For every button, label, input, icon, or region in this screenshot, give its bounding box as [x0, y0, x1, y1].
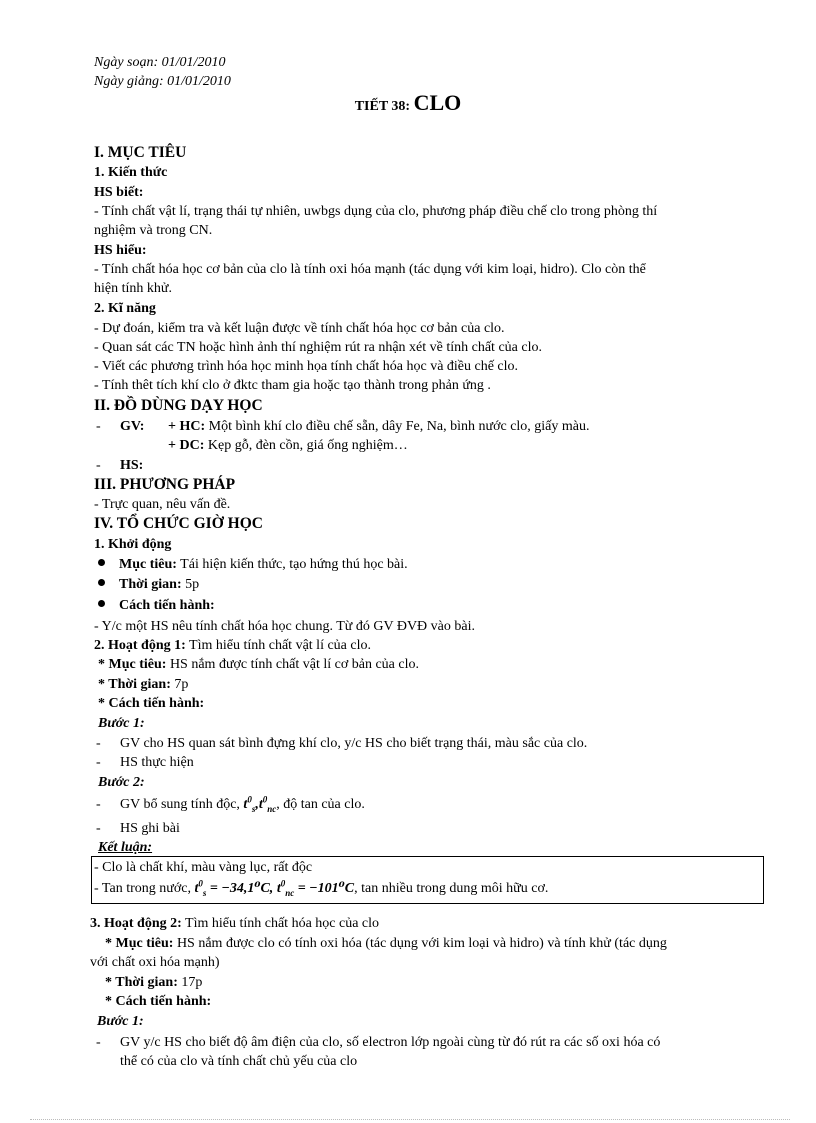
ki-nang-line-1: - Dự đoán, kiểm tra và kết luận được về tính chất hóa học cơ bản của clo.: [94, 321, 505, 336]
kd-tg-label: Thời gian:: [119, 577, 182, 592]
ki-nang-heading: 2. Kĩ năng: [94, 301, 156, 316]
kd-mt-text: Tái hiện kiến thức, tạo hứng thú học bài.: [176, 557, 408, 572]
boiling-melting-formula: $t^0_s,t^0_{nc}$: [243, 794, 277, 814]
hd1-b1-line-1: GV cho HS quan sát bình đựng khí clo, y/c HS cho biết trạng thái, màu sắc của clo.: [120, 736, 588, 751]
hd2-muc-tieu-line-2: với chất oxi hóa mạnh): [90, 955, 220, 970]
gv-dash: -: [96, 419, 101, 434]
kd-tg-text: 5p: [181, 577, 200, 592]
hd1-b2-line-2: HS ghi bài: [120, 821, 180, 836]
hs-dash: -: [96, 458, 101, 473]
hd2-mt-label: * Mục tiêu:: [105, 936, 174, 951]
ngay-giang: Ngày giảng: 01/01/2010: [94, 74, 231, 89]
hd1-thoi-gian: [98, 676, 188, 694]
hc-label: + HC:: [168, 419, 206, 434]
hs-hieu-label: HS hiểu:: [94, 243, 147, 258]
hd1-tg-label: * Thời gian:: [98, 677, 171, 692]
sec2-heading: II. ĐỒ DÙNG DẠY HỌC: [94, 397, 263, 414]
hc-line: [168, 418, 590, 436]
melting-point-formula: $t^0_{nc}$: [276, 878, 295, 898]
kd-thoi-gian: [98, 576, 199, 594]
dash: -: [96, 1035, 101, 1050]
page-bottom-rule: [30, 1119, 790, 1120]
kd-muc-tieu: [98, 556, 408, 574]
biet-line-1: - Tính chất vật lí, trạng thái tự nhiên, uwbgs dụng của clo, phương pháp điều chế clo trong phòng thí: [94, 204, 658, 219]
hd1-b2-line-1: [120, 796, 365, 814]
ki-nang-line-4: - Tính thêt tích khí clo ở đktc tham gia hoặc tạo thành trong phản ứng .: [94, 378, 491, 393]
boiling-point-value: = −34,1⁰C,: [209, 881, 277, 896]
ket-luan-line-2: [94, 880, 548, 898]
hd2-tg-label: * Thời gian:: [105, 975, 178, 990]
hc-text: Một bình khí clo điều chế sẵn, dây Fe, Na, bình nước clo, giấy màu.: [205, 419, 590, 434]
ket-luan-label: Kết luận:: [98, 840, 153, 855]
lesson-title: [0, 90, 816, 116]
dash: -: [96, 797, 101, 812]
khoi-dong-heading: 1. Khởi động: [94, 537, 172, 552]
ket-luan-line-1: - Clo là chất khí, màu vàng lục, rất độc: [94, 860, 313, 875]
hd1-heading: [94, 637, 371, 655]
kd-line-1: - Y/c một HS nêu tính chất hóa học chung. Từ đó GV ĐVĐ vào bài.: [94, 619, 475, 634]
hd2-cach-tien-hanh: * Cách tiến hành:: [105, 994, 212, 1009]
gv-label: GV:: [120, 419, 145, 434]
hieu-line-2: hiện tính khử.: [94, 281, 172, 296]
kien-thuc-heading: 1. Kiến thức: [94, 165, 168, 180]
kl2-post: , tan nhiều trong dung môi hữu cơ.: [354, 881, 549, 896]
hd2-muc-tieu: [105, 935, 667, 953]
bullet-icon: [98, 600, 105, 607]
hd2-mt-text: HS nắm được clo có tính oxi hóa (tác dụng với kim loại và hidro) và tính khử (tác dụng: [173, 936, 667, 951]
hd2-thoi-gian: [105, 974, 202, 992]
hd2-tg-text: 17p: [177, 975, 203, 990]
sec1-heading: I. MỤC TIÊU: [94, 144, 187, 161]
hd1-text: Tìm hiểu tính chất vật lí của clo.: [185, 638, 371, 653]
ngay-soan: Ngày soạn: 01/01/2010: [94, 55, 226, 70]
hd1-buoc1-label: Bước 1:: [98, 716, 145, 731]
hd2-b1-line-2: thể có của clo và tính chất chủ yếu của clo: [120, 1054, 358, 1069]
hd2-b1-line-1: GV y/c HS cho biết độ âm điện của clo, số electron lớp ngoài cùng từ đó rút ra các số oxi hóa có: [120, 1035, 661, 1050]
title-main: CLO: [413, 90, 462, 115]
hd1-b1-line-2: HS thực hiện: [120, 755, 194, 770]
dc-text: Kẹp gỗ, đèn cồn, giá ống nghiệm…: [204, 438, 408, 453]
hd2-heading: [90, 915, 379, 933]
kd-cth-label: Cách tiến hành:: [119, 598, 215, 613]
sec4-heading: IV. TỔ CHỨC GIỜ HỌC: [94, 515, 263, 532]
dash: -: [96, 821, 101, 836]
hd2-text: Tìm hiểu tính chất hóa học của clo: [181, 916, 380, 931]
b2-post: , độ tan của clo.: [276, 797, 365, 812]
kl2-pre: - Tan trong nước,: [94, 881, 195, 896]
hs-biet-label: HS biết:: [94, 185, 144, 200]
kd-mt-label: Mục tiêu:: [119, 557, 177, 572]
ki-nang-line-3: - Viết các phương trình hóa học minh họa tính chất hóa học và điều chế clo.: [94, 359, 519, 374]
hd2-label: 3. Hoạt động 2:: [90, 916, 182, 931]
hd1-tg-text: 7p: [170, 677, 189, 692]
hd1-buoc2-label: Bước 2:: [98, 775, 145, 790]
dash: -: [96, 736, 101, 751]
hd1-mt-text: HS nắm được tính chất vật lí cơ bản của clo.: [166, 657, 419, 672]
hd1-mt-label: * Mục tiêu:: [98, 657, 167, 672]
dc-line: [168, 437, 408, 455]
hd1-label: 2. Hoạt động 1:: [94, 638, 186, 653]
b2-pre: GV bổ sung tính độc,: [120, 797, 244, 812]
boiling-point-formula: $t^0_s$: [194, 878, 207, 898]
biet-line-2: nghiệm và trong CN.: [94, 223, 213, 238]
melting-point-value: = −101⁰C: [297, 881, 355, 896]
sec3-heading: III. PHƯƠNG PHÁP: [94, 476, 236, 493]
hd2-buoc1-label: Bước 1:: [97, 1014, 144, 1029]
hd1-cach-tien-hanh: * Cách tiến hành:: [98, 696, 205, 711]
bullet-icon: [98, 559, 105, 566]
bullet-icon: [98, 579, 105, 586]
hs-label: HS:: [120, 458, 144, 473]
kd-cach-tien-hanh: [98, 597, 215, 615]
hd1-muc-tieu: [98, 656, 419, 674]
ki-nang-line-2: - Quan sát các TN hoặc hình ảnh thí nghiệm rút ra nhận xét về tính chất của clo.: [94, 340, 542, 355]
dash: -: [96, 755, 101, 770]
dc-label: + DC:: [168, 438, 205, 453]
title-prefix: TIẾT 38:: [354, 99, 411, 114]
hieu-line-1: - Tính chất hóa học cơ bản của clo là tính oxi hóa mạnh (tác dụng với kim loại, hidro). Clo còn thể: [94, 262, 646, 277]
sec3-line-1: - Trực quan, nêu vấn đề.: [94, 497, 231, 512]
